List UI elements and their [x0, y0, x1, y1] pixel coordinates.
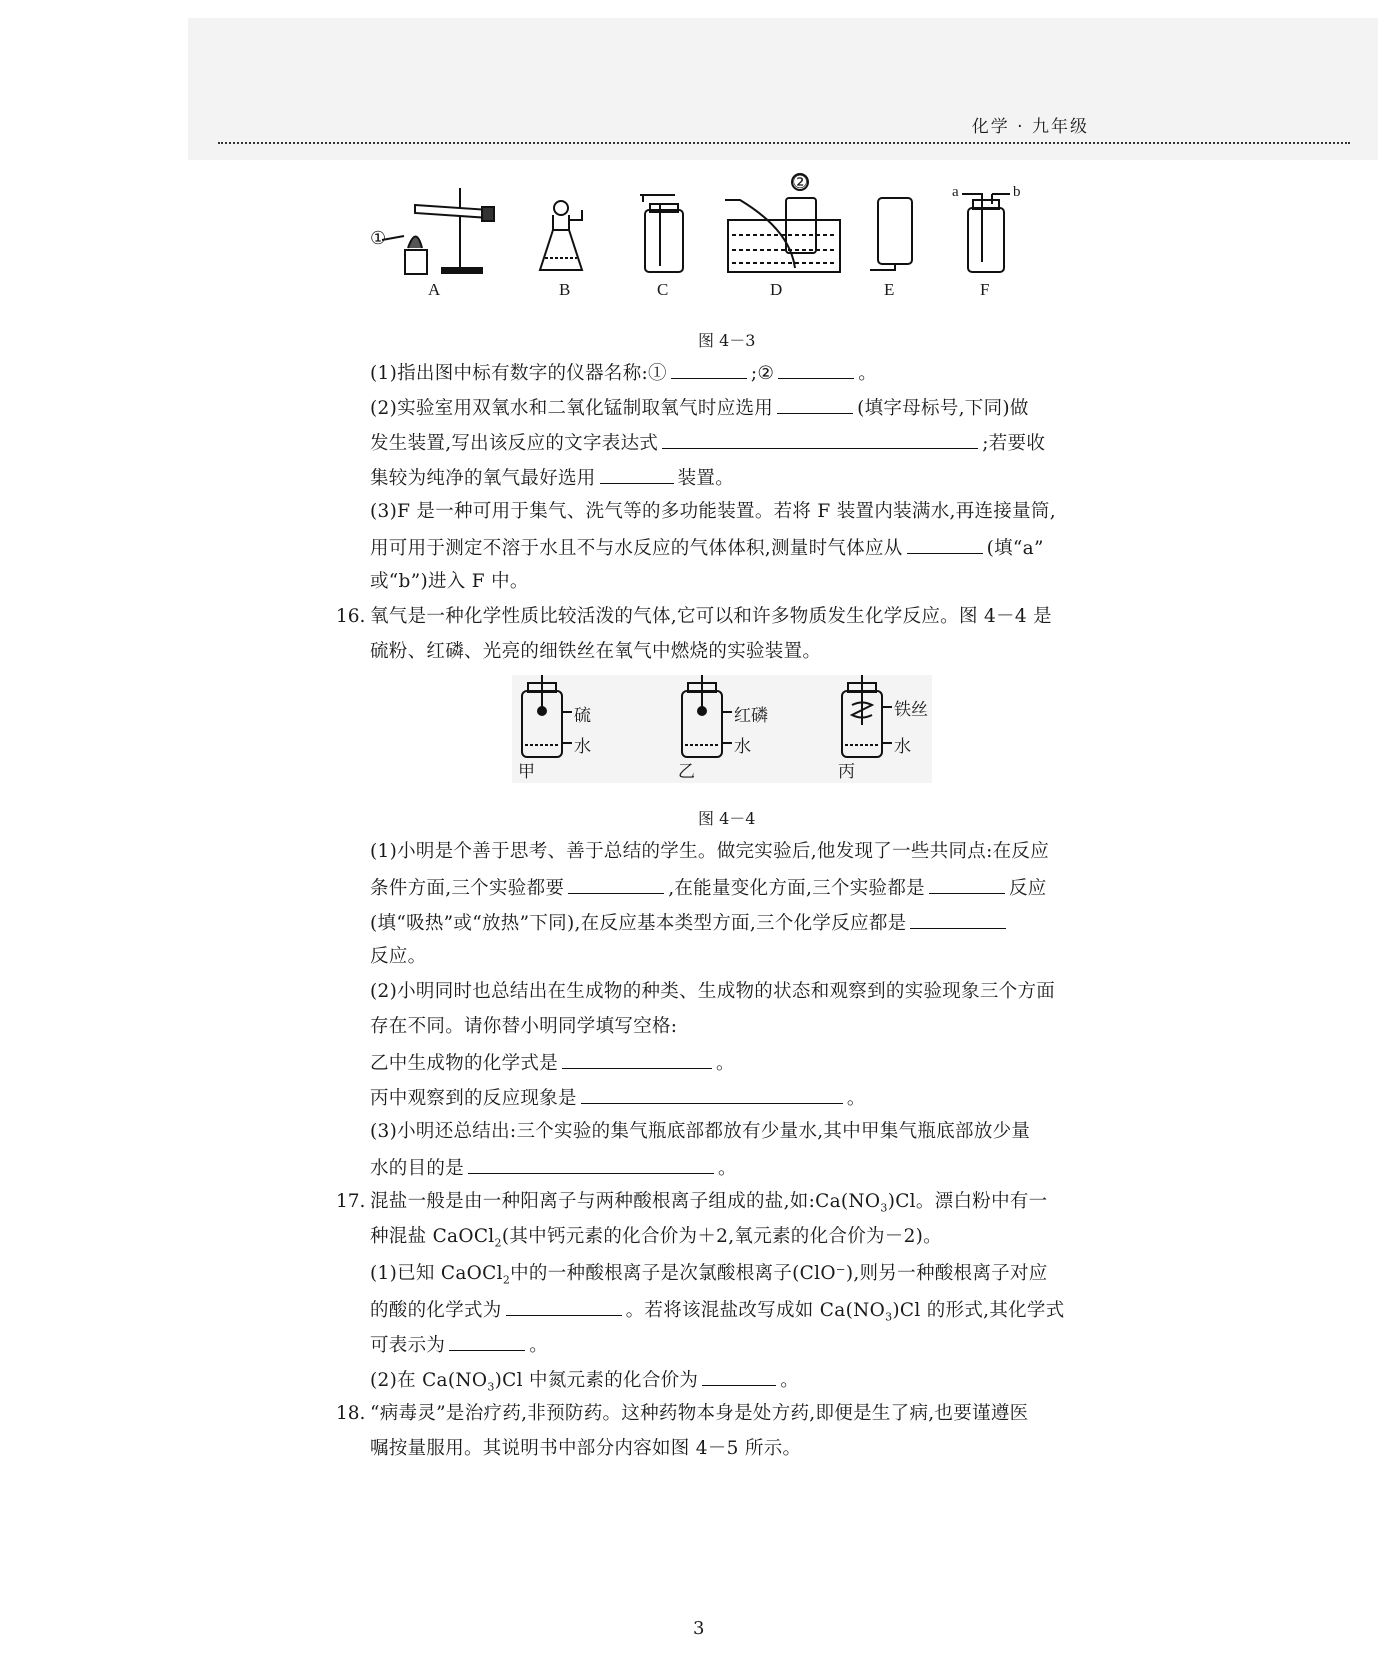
q16-part1-line3: (填“吸热”或“放热”下同),在反应基本类型方面,三个化学反应都是 — [370, 910, 1010, 936]
answer-blank[interactable] — [671, 360, 747, 379]
apparatus-label-a: A — [428, 280, 441, 299]
answer-blank[interactable] — [562, 1050, 712, 1069]
q16-part3-line2: 水的目的是 。 — [370, 1155, 737, 1181]
answer-blank[interactable] — [777, 395, 853, 414]
figure-4-3 — [370, 170, 1050, 305]
q16-part2-line1: (2)小明同时也总结出在生成物的种类、生成物的状态和观察到的实验现象三个方面 — [370, 981, 1056, 1002]
answer-blank[interactable] — [468, 1155, 714, 1174]
answer-blank[interactable] — [907, 535, 983, 554]
marker-1: ① — [370, 228, 387, 248]
q18-stem-line1: “病毒灵”是治疗药,非预防药。这种药物本身是处方药,即便是生了病,也要谨遵医 — [370, 1403, 1029, 1424]
answer-blank[interactable] — [600, 465, 674, 484]
q16-part1-line1: (1)小明是个善于思考、善于总结的学生。做完实验后,他发现了一些共同点:在反应 — [370, 841, 1050, 862]
port-a-label: a — [952, 184, 959, 200]
header-divider — [218, 142, 1350, 144]
q16-part1-line4: 反应。 — [370, 946, 427, 967]
answer-blank[interactable] — [702, 1367, 776, 1386]
q16-part1-line2: 条件方面,三个实验都要 ,在能量变化方面,三个实验都是 反应 — [370, 875, 1047, 901]
question-16-number: 16. — [336, 606, 366, 627]
q15-part3-line2: 用可用于测定不溶于水且不与水反应的气体体积,测量时气体应从 (填“a” — [370, 535, 1044, 561]
label-water: 水 — [734, 737, 751, 757]
label-red-phosphorus: 红磷 — [734, 706, 768, 726]
answer-blank[interactable] — [568, 875, 664, 894]
label-water: 水 — [894, 737, 911, 757]
answer-blank[interactable] — [778, 360, 854, 379]
answer-blank[interactable] — [449, 1332, 525, 1351]
apparatus-label-e: E — [884, 280, 895, 299]
answer-blank[interactable] — [662, 430, 978, 449]
q17-part1-line1: (1)已知 CaOCl$_2$中的一种酸根离子是次氯酸根离子(ClO⁻),则另一种酸根离子对应 — [370, 1263, 1048, 1287]
question-18-number: 18. — [336, 1403, 366, 1424]
apparatus-label-d: D — [770, 280, 783, 299]
page-number: 3 — [693, 1618, 705, 1639]
question-17-number: 17. — [336, 1191, 366, 1212]
q15-part2-line2: 发生装置,写出该反应的文字表达式 ;若要收 — [370, 430, 1045, 456]
q18-stem-line2: 嘱按量服用。其说明书中部分内容如图 4－5 所示。 — [370, 1438, 802, 1459]
q16-part2-line2: 存在不同。请你替小明同学填写空格: — [370, 1016, 678, 1037]
q15-part3-line3: 或“b”)进入 F 中。 — [370, 571, 529, 592]
label-jia: 甲 — [518, 762, 535, 782]
q17-part1-line3: 可表示为 。 — [370, 1332, 548, 1358]
label-water: 水 — [574, 737, 591, 757]
combustion-bottles-diagram — [512, 675, 932, 783]
q16-stem-line2: 硫粉、红磷、光亮的细铁丝在氧气中燃烧的实验装置。 — [370, 641, 822, 662]
apparatus-diagram — [370, 170, 1050, 305]
port-b-label: b — [1013, 184, 1021, 200]
q15-part1: (1)指出图中标有数字的仪器名称:① ;② 。 — [370, 360, 877, 386]
q16-stem-line1: 氧气是一种化学性质比较活泼的气体,它可以和许多物质发生化学反应。图 4－4 是 — [370, 606, 1052, 627]
label-bing: 丙 — [838, 762, 855, 782]
q15-part2-line1: (2)实验室用双氧水和二氧化锰制取氧气时应选用 (填字母标号,下同)做 — [370, 395, 1029, 421]
q17-part1-line2: 的酸的化学式为 。若将该混盐改写成如 $Ca(NO_3)Cl$ 的形式,其化学式 — [370, 1297, 1065, 1330]
q17-stem-line2: 种混盐 CaOCl$_2$(其中钙元素的化合价为＋2,氧元素的化合价为－2)。 — [370, 1226, 942, 1250]
label-sulfur: 硫 — [574, 706, 591, 726]
figure-4-4 — [512, 675, 932, 783]
apparatus-label-c: C — [657, 280, 669, 299]
label-yi: 乙 — [678, 762, 695, 782]
apparatus-label-f: F — [980, 280, 990, 299]
answer-blank[interactable] — [910, 910, 1006, 929]
marker-2: ② — [792, 172, 809, 192]
apparatus-label-b: B — [559, 280, 571, 299]
q17-part2: (2)在 $Ca(NO_3)Cl$ 中氮元素的化合价为 。 — [370, 1367, 799, 1400]
q16-part2-line4: 丙中观察到的反应现象是 。 — [370, 1085, 866, 1111]
answer-blank[interactable] — [506, 1297, 622, 1316]
answer-blank[interactable] — [929, 875, 1005, 894]
answer-blank[interactable] — [581, 1085, 843, 1104]
q16-part2-line3: 乙中生成物的化学式是 。 — [370, 1050, 735, 1076]
q17-stem-line1: 混盐一般是由一种阳离子与两种酸根离子组成的盐,如$:Ca(NO_3)Cl$。漂白粉中有一 — [370, 1191, 1048, 1215]
figure-4-4-caption: 图 4－4 — [698, 809, 756, 828]
figure-4-3-caption: 图 4－3 — [698, 331, 756, 350]
header-band — [188, 18, 1378, 160]
q16-part3-line1: (3)小明还总结出:三个实验的集气瓶底部都放有少量水,其中甲集气瓶底部放少量 — [370, 1121, 1031, 1142]
header-title: 化学 · 九年级 — [971, 117, 1089, 137]
label-iron-wire: 铁丝 — [894, 700, 928, 720]
q15-part3-line1: (3)F 是一种可用于集气、洗气等的多功能装置。若将 F 装置内装满水,再连接量筒, — [370, 501, 1056, 522]
q15-part2-line3: 集较为纯净的氧气最好选用 装置。 — [370, 465, 734, 491]
